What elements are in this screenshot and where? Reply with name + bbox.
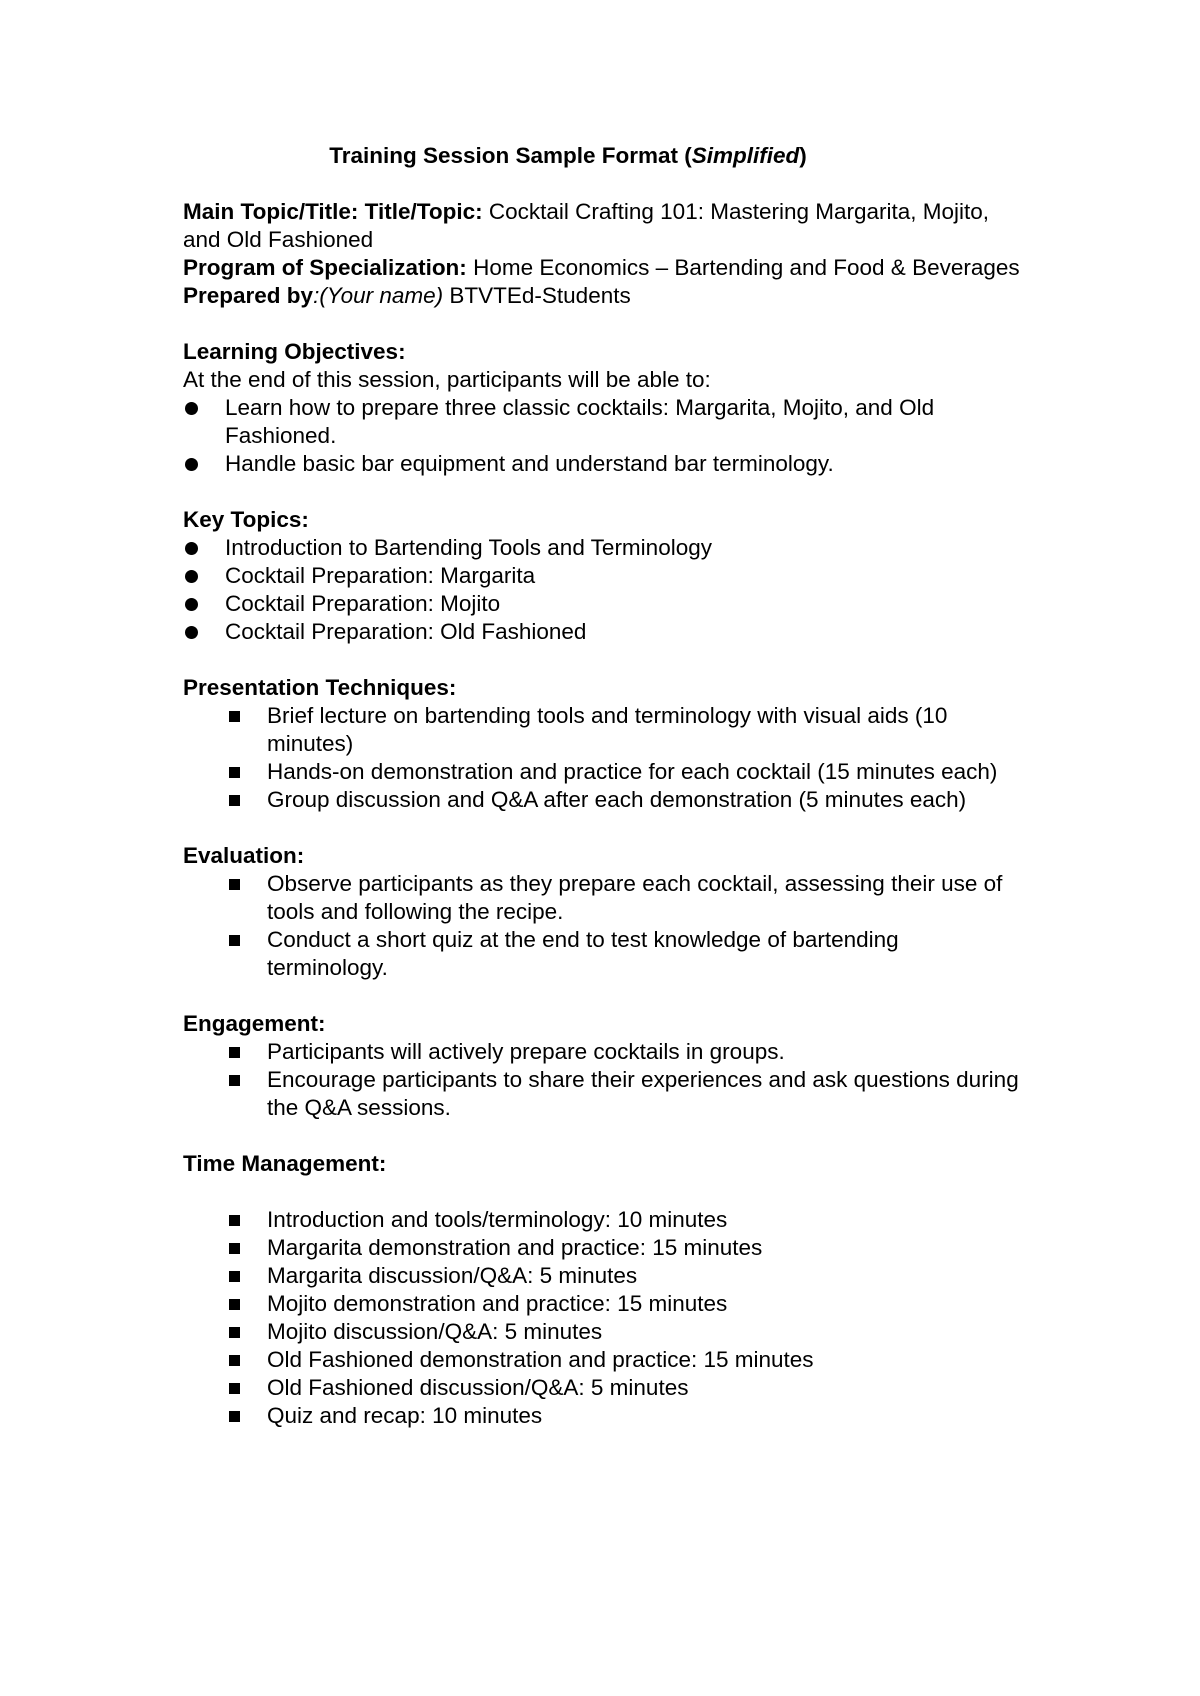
document-title: Training Session Sample Format (Simplified)	[329, 143, 807, 168]
list-item: Brief lecture on bartending tools and terminology with visual aids (10 minutes)	[183, 702, 1023, 758]
list-item: Handle basic bar equipment and understand bar terminology.	[183, 450, 1023, 478]
bullet-square-icon	[229, 795, 240, 806]
presentation-techniques-list	[183, 702, 1023, 814]
bullet-square-icon	[229, 1215, 240, 1226]
bullet-square-icon	[229, 1075, 240, 1086]
bullet-dot-icon	[185, 458, 198, 471]
bullet-square-icon	[229, 1383, 240, 1394]
bullet-square-icon	[229, 1243, 240, 1254]
evaluation-heading: Evaluation:	[183, 843, 305, 868]
blank-line	[183, 1178, 1023, 1206]
bullet-square-icon	[229, 1299, 240, 1310]
bullet-square-icon	[229, 879, 240, 890]
main-topic-value: Cocktail Crafting 101: Mastering Margarita, Mojito, and Old Fashioned	[183, 199, 990, 252]
evaluation-list	[183, 870, 1023, 982]
presentation-techniques-section	[183, 674, 1023, 814]
learning-objectives-list	[183, 394, 1023, 478]
learning-objectives-section	[183, 338, 1023, 478]
list-item: Mojito discussion/Q&A: 5 minutes	[183, 1318, 1023, 1346]
document-page	[183, 142, 1023, 1430]
list-item: Participants will actively prepare cocktails in groups.	[183, 1038, 1023, 1066]
program-value: Home Economics – Bartending and Food & Beverages	[473, 255, 1020, 280]
bullet-dot-icon	[185, 402, 198, 415]
bullet-square-icon	[229, 1327, 240, 1338]
bullet-square-icon	[229, 767, 240, 778]
list-item: Encourage participants to share their experiences and ask questions during the Q&A sessions.	[183, 1066, 1023, 1122]
prepared-by-line	[183, 282, 1023, 310]
key-topics-heading: Key Topics:	[183, 507, 309, 532]
list-item: Mojito demonstration and practice: 15 minutes	[183, 1290, 1023, 1318]
bullet-dot-icon	[185, 626, 198, 639]
bullet-square-icon	[229, 1047, 240, 1058]
list-item: Quiz and recap: 10 minutes	[183, 1402, 1023, 1430]
list-item: Cocktail Preparation: Old Fashioned	[183, 618, 1023, 646]
list-item: Conduct a short quiz at the end to test knowledge of bartending terminology.	[183, 926, 1023, 982]
main-topic-label: Main Topic/Title: Title/Topic:	[183, 199, 483, 224]
program-line	[183, 254, 1023, 282]
time-management-section	[183, 1150, 1023, 1430]
bullet-square-icon	[229, 1355, 240, 1366]
learning-objectives-heading: Learning Objectives:	[183, 339, 406, 364]
bullet-dot-icon	[185, 570, 198, 583]
prepared-label: Prepared by	[183, 283, 314, 308]
presentation-techniques-heading: Presentation Techniques:	[183, 675, 457, 700]
list-item: Group discussion and Q&A after each demonstration (5 minutes each)	[183, 786, 1023, 814]
key-topics-section	[183, 506, 1023, 646]
bullet-dot-icon	[185, 598, 198, 611]
engagement-list	[183, 1038, 1023, 1122]
time-management-heading: Time Management:	[183, 1151, 387, 1176]
main-topic-line	[183, 198, 1023, 254]
time-management-list	[183, 1206, 1023, 1430]
prepared-italic: :(Your name)	[313, 283, 444, 308]
bullet-square-icon	[229, 711, 240, 722]
list-item: Old Fashioned demonstration and practice: 15 minutes	[183, 1346, 1023, 1374]
engagement-heading: Engagement:	[183, 1011, 326, 1036]
bullet-square-icon	[229, 1271, 240, 1282]
bullet-dot-icon	[185, 542, 198, 555]
list-item: Learn how to prepare three classic cocktails: Margarita, Mojito, and Old Fashioned.	[183, 394, 1023, 450]
key-topics-list	[183, 534, 1023, 646]
list-item: Hands-on demonstration and practice for each cocktail (15 minutes each)	[183, 758, 1023, 786]
evaluation-section	[183, 842, 1023, 982]
list-item: Old Fashioned discussion/Q&A: 5 minutes	[183, 1374, 1023, 1402]
program-label: Program of Specialization:	[183, 255, 467, 280]
list-item: Observe participants as they prepare each cocktail, assessing their use of tools and following the recipe.	[183, 870, 1023, 926]
learning-objectives-intro: At the end of this session, participants will be able to:	[183, 367, 711, 392]
engagement-section	[183, 1010, 1023, 1122]
list-item: Margarita demonstration and practice: 15 minutes	[183, 1234, 1023, 1262]
list-item: Cocktail Preparation: Margarita	[183, 562, 1023, 590]
list-item: Margarita discussion/Q&A: 5 minutes	[183, 1262, 1023, 1290]
bullet-square-icon	[229, 1411, 240, 1422]
list-item: Cocktail Preparation: Mojito	[183, 590, 1023, 618]
title-italic: Simplified	[691, 143, 800, 168]
prepared-value: BTVTEd-Students	[449, 283, 631, 308]
list-item: Introduction and tools/terminology: 10 minutes	[183, 1206, 1023, 1234]
list-item: Introduction to Bartending Tools and Terminology	[183, 534, 1023, 562]
bullet-square-icon	[229, 935, 240, 946]
